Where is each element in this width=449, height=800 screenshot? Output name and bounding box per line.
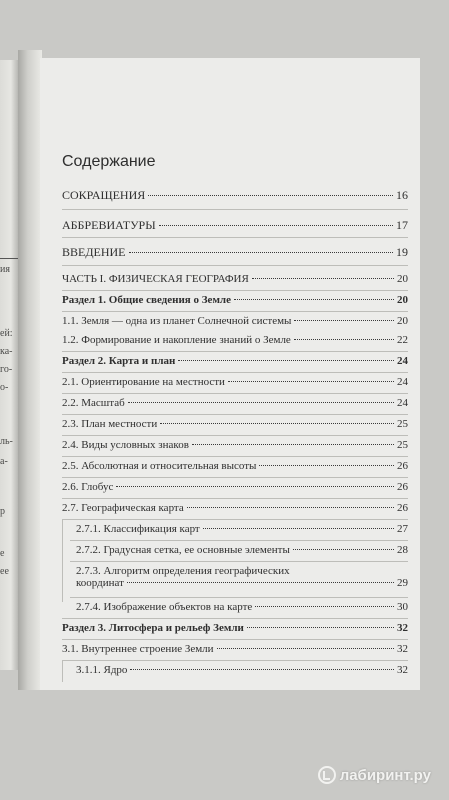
divider — [62, 311, 408, 312]
toc-entry-page: 24 — [397, 397, 408, 409]
toc-entry — [62, 315, 408, 327]
leader-dots — [228, 381, 394, 382]
toc-entry — [62, 273, 408, 285]
left-page-fragment: а- — [0, 456, 8, 467]
toc-entry-page: 32 — [397, 622, 408, 634]
toc-subentry — [76, 523, 408, 535]
leader-dots — [130, 669, 394, 670]
toc-entry-page: 20 — [397, 315, 408, 327]
leader-dots — [129, 252, 393, 253]
toc-entry-page: 17 — [396, 218, 408, 232]
leader-dots — [116, 486, 394, 487]
leader-dots — [234, 299, 394, 300]
toc-section — [62, 355, 408, 367]
toc-entry-page: 19 — [396, 245, 408, 259]
leader-dots — [160, 423, 394, 424]
toc-entry-page: 30 — [397, 601, 408, 613]
toc-entry-title: Раздел 2. Карта и план — [62, 355, 176, 367]
toc-entry-title: СОКРАЩЕНИЯ — [62, 188, 146, 202]
toc-entry-page: 29 — [397, 577, 408, 589]
toc-entry-title: 2.7. Географическая карта — [62, 502, 184, 514]
left-page-rule — [0, 258, 18, 259]
toc-section — [62, 622, 408, 634]
divider — [70, 540, 408, 541]
left-page-fragment: е — [0, 548, 5, 559]
toc-entry-title: 2.3. План местности — [62, 418, 158, 430]
toc-entry-title: 2.7.4. Изображение объектов на карте — [76, 601, 253, 613]
toc-entry — [62, 481, 408, 493]
left-page-fragment: р — [0, 506, 5, 517]
divider — [70, 561, 408, 562]
labirint-logo-icon — [318, 766, 336, 784]
divider — [62, 237, 408, 238]
toc-entry-page: 20 — [397, 294, 408, 306]
left-page-fragment: ей: — [0, 328, 13, 339]
toc-entry-page: 26 — [397, 481, 408, 493]
toc-entry-page: 32 — [397, 643, 408, 655]
left-page-fragment: ль- — [0, 436, 13, 447]
divider — [62, 519, 408, 520]
toc-entry-title: 1.2. Формирование и накопление знаний о Земле — [62, 334, 291, 346]
toc-subentry — [76, 544, 408, 556]
toc-entry-title: ВВЕДЕНИЕ — [62, 245, 126, 259]
divider — [62, 519, 63, 602]
leader-dots — [127, 582, 394, 583]
divider — [70, 597, 408, 598]
leader-dots — [294, 339, 394, 340]
toc-entry-title: 2.7.1. Классификация карт — [76, 523, 200, 535]
divider — [62, 618, 408, 619]
left-page-fragment: го- — [0, 364, 13, 375]
toc-entry-title: 3.1.1. Ядро — [76, 664, 128, 676]
toc-entry-page: 22 — [397, 334, 408, 346]
leader-dots — [259, 465, 394, 466]
leader-dots — [252, 278, 394, 279]
watermark — [318, 766, 431, 784]
leader-dots — [294, 320, 394, 321]
toc-entry-title: АББРЕВИАТУРЫ — [62, 218, 156, 232]
toc-entry — [62, 418, 408, 430]
left-page-fragment: о- — [0, 382, 9, 393]
toc-entry-page: 25 — [397, 439, 408, 451]
toc-entry-title: ЧАСТЬ I. ФИЗИЧЕСКАЯ ГЕОГРАФИЯ — [62, 273, 249, 285]
left-page-fragment: ее — [0, 566, 9, 577]
toc-entry — [62, 376, 408, 388]
toc-entry — [62, 439, 408, 451]
toc-entry — [62, 460, 408, 472]
toc-entry-continuation — [76, 577, 408, 589]
toc-entry-title: 2.7.2. Градусная сетка, ее основные элементы — [76, 544, 290, 556]
leader-dots — [192, 444, 394, 445]
divider — [62, 639, 408, 640]
toc-entry-title: 1.1. Земля — одна из планет Солнечной системы — [62, 315, 292, 327]
toc-entry-title: 2.2. Масштаб — [62, 397, 125, 409]
leader-dots — [159, 225, 393, 226]
divider — [62, 660, 408, 661]
toc-entry-page: 26 — [397, 502, 408, 514]
toc-entry-title: 2.4. Виды условных знаков — [62, 439, 189, 451]
toc-entry-page: 32 — [397, 664, 408, 676]
toc-entry-page: 25 — [397, 418, 408, 430]
divider — [62, 477, 408, 478]
toc-entry-title: 2.6. Глобус — [62, 481, 114, 493]
toc-subentry — [76, 601, 408, 613]
toc-entry-title: 2.7.3. Алгоритм определения географических — [76, 565, 290, 577]
toc-entry — [62, 188, 408, 203]
left-page-fragment: ия — [0, 264, 10, 275]
toc-subentry — [76, 664, 408, 676]
toc-entry-page: 16 — [396, 188, 408, 202]
toc-entry — [62, 397, 408, 409]
leader-dots — [148, 195, 393, 196]
toc-entry — [62, 218, 408, 233]
divider — [62, 290, 408, 291]
leader-dots — [255, 606, 394, 607]
toc-entry — [62, 643, 408, 655]
leader-dots — [217, 648, 394, 649]
toc-entry-page: 24 — [397, 376, 408, 388]
leader-dots — [128, 402, 394, 403]
divider — [62, 393, 408, 394]
divider — [62, 660, 63, 682]
toc-subentry — [76, 565, 408, 589]
toc-entry-title-cont: координат — [76, 577, 124, 589]
toc-entry — [62, 502, 408, 514]
divider — [62, 456, 408, 457]
divider — [62, 209, 408, 210]
divider — [62, 435, 408, 436]
toc-entry — [62, 334, 408, 346]
leader-dots — [203, 528, 394, 529]
divider — [62, 498, 408, 499]
toc-entry-page: 24 — [397, 355, 408, 367]
divider — [62, 351, 408, 352]
toc-entry-title: Раздел 1. Общие сведения о Земле — [62, 294, 231, 306]
toc-entry-title: 2.5. Абсолютная и относительная высоты — [62, 460, 257, 472]
leader-dots — [293, 549, 394, 550]
left-page-fragment: ка- — [0, 346, 13, 357]
divider — [62, 372, 408, 373]
divider — [62, 265, 408, 266]
leader-dots — [178, 360, 394, 361]
toc-entry-title: Раздел 3. Литосфера и рельеф Земли — [62, 622, 244, 634]
toc-entry — [62, 245, 408, 260]
toc-entry-page: 27 — [397, 523, 408, 535]
leader-dots — [247, 627, 394, 628]
toc-section — [62, 294, 408, 306]
toc-entry-title: 3.1. Внутреннее строение Земли — [62, 643, 214, 655]
toc-entry-title: 2.1. Ориентирование на местности — [62, 376, 225, 388]
divider — [62, 414, 408, 415]
toc-heading: Содержание — [62, 153, 156, 170]
toc-entry-page: 20 — [397, 273, 408, 285]
book-gutter — [18, 50, 42, 690]
toc-entry-page: 28 — [397, 544, 408, 556]
leader-dots — [187, 507, 394, 508]
toc-entry-page: 26 — [397, 460, 408, 472]
watermark-text: лабиринт.ру — [339, 766, 431, 784]
